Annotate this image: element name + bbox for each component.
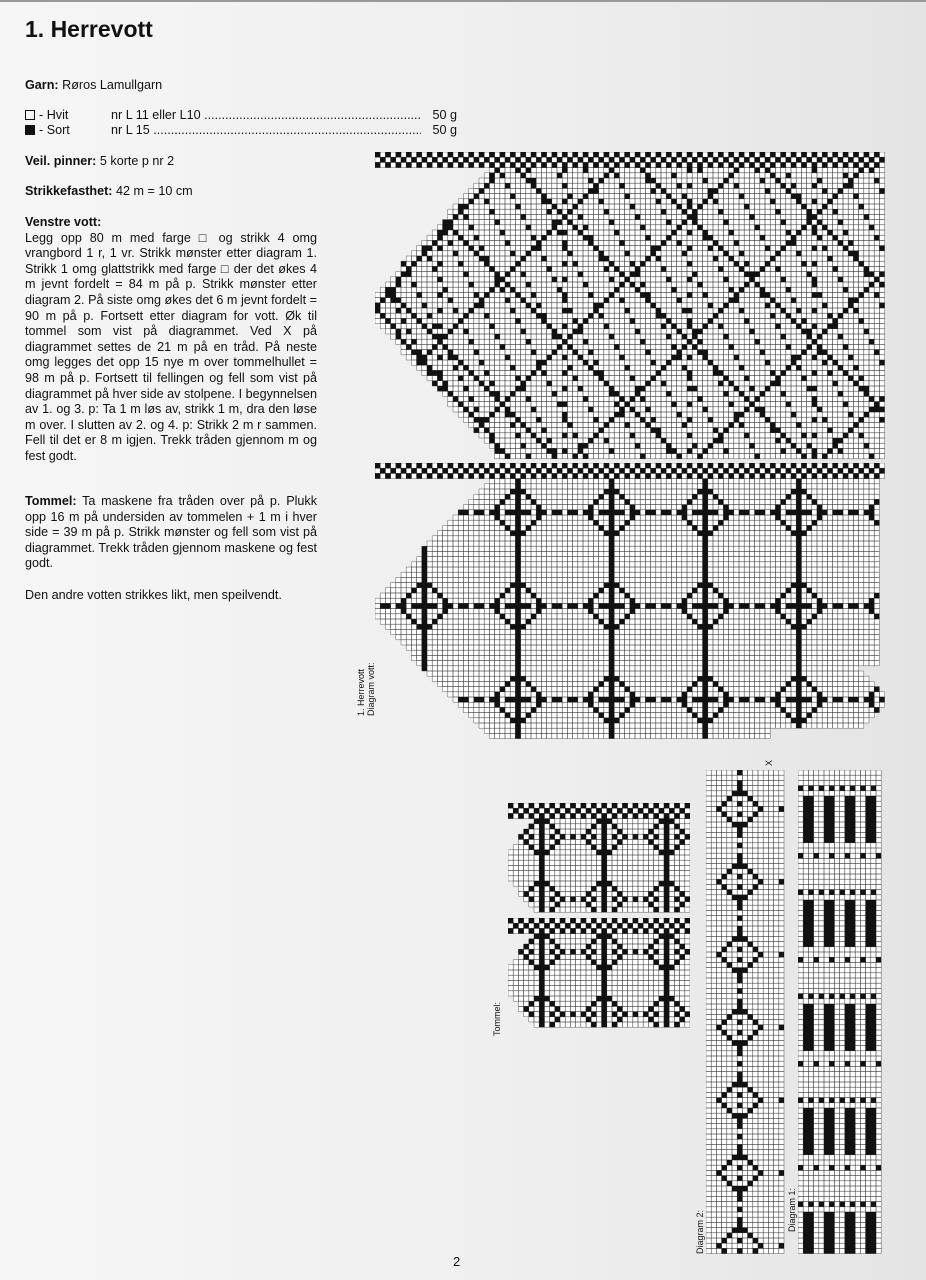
page-title: 1. Herrevott <box>25 16 153 42</box>
yarn-color-weight: 50 g <box>432 108 457 122</box>
diagram-1-label: Diagram 1: <box>787 1187 797 1232</box>
yarn-value: Røros Lamullgarn <box>62 78 163 92</box>
diagram-2-label: Diagram 2: <box>695 1209 705 1254</box>
mitten-chart-lower-grid <box>375 463 885 743</box>
thumb-chart-label: Tommel: <box>492 1001 502 1036</box>
yarn-color-nr: nr L 11 eller L10 ..... <box>111 108 421 122</box>
diagram-1-chart <box>798 770 886 1254</box>
yarn-color-nr: nr L 15 ..... <box>111 123 421 137</box>
thumb-chart-lower-grid <box>508 918 690 1030</box>
thumb-section <box>25 494 317 572</box>
thumb-heading: Tommel: <box>25 494 77 508</box>
needles-label: Veil. pinner: <box>25 154 97 168</box>
left-mitten-body: Legg opp 80 m med farge □ og strikk 4 omg vrangbord 1 r, 1 vr. Strikk mønster etter diagram 1. Strikk 1 omg glattstrikk med farge □ der det økes 4 m jevnt fordelt = 84 m på p. Strikk mønster etter diagram 2. På siste omg økes det 6 m jevnt fordelt = 90 m på p. Fortsett etter diagram for vott. Øk til tommel som vist på diagrammet. Ved X på diagrammet settes de 21 m på en tråd. På neste omg legges det opp 15 nye m over tommelhullet = 98 m på p. Fortsett til fellingen og fell som vist på diagrammet på hver side av stolpene. I begynnelsen av 1. og 3. p: Ta 1 m løs av, strikk 1 m, dra den løse m over. I slutten av 2. og 4. p: Strikk 2 m r sammen. Fell til det er 8 m igjen. Trekk tråden gjennom m og fest godt. <box>25 230 317 463</box>
mitten-chart-upper <box>375 152 885 462</box>
page-number: 2 <box>453 1254 461 1269</box>
gauge-value: 42 m = 10 cm <box>116 184 193 198</box>
black-swatch-icon <box>25 125 35 135</box>
yarn-line <box>25 78 317 94</box>
thumb-chart-upper-grid <box>508 803 690 915</box>
mitten-chart-upper-grid <box>375 152 885 462</box>
yarn-color-weight: 50 g <box>432 123 457 137</box>
gauge-line <box>25 184 317 200</box>
thumb-body: Ta maskene fra tråden over på p. Plukk opp 16 m på undersiden av tommelen + 1 m i hver side = 39 m på p. Strikk mønster og fell som vist på diagrammet. Trekk tråden gjennom maskene og fest godt. <box>25 494 317 571</box>
mitten-chart-label-2: Diagram vott: <box>366 662 376 716</box>
diagram-2-chart <box>706 770 786 1254</box>
yarn-color-name: - Hvit <box>39 108 69 122</box>
top-divider <box>0 0 926 2</box>
gauge-label: Strikkefasthet: <box>25 184 113 198</box>
yarn-label: Garn: <box>25 78 59 92</box>
mitten-chart-label-1: 1. Herrevott <box>356 668 366 716</box>
thumb-chart-lower <box>508 918 690 1030</box>
yarn-color-black <box>25 123 457 137</box>
left-mitten-section <box>25 215 317 465</box>
thumb-chart-upper <box>508 803 690 915</box>
left-mitten-heading: Venstre vott: <box>25 215 102 229</box>
diagram-1-grid <box>798 770 886 1254</box>
needles-value: 5 korte p nr 2 <box>99 154 175 168</box>
diagram-2-grid <box>706 770 786 1254</box>
yarn-color-white <box>25 108 457 122</box>
mitten-chart-lower <box>375 463 885 743</box>
closing-note: Den andre votten strikkes likt, men speilvendt. <box>25 588 282 602</box>
x-marker: X <box>764 759 775 767</box>
yarn-color-name: - Sort <box>39 123 70 137</box>
white-swatch-icon <box>25 110 35 120</box>
needles-line <box>25 154 317 170</box>
